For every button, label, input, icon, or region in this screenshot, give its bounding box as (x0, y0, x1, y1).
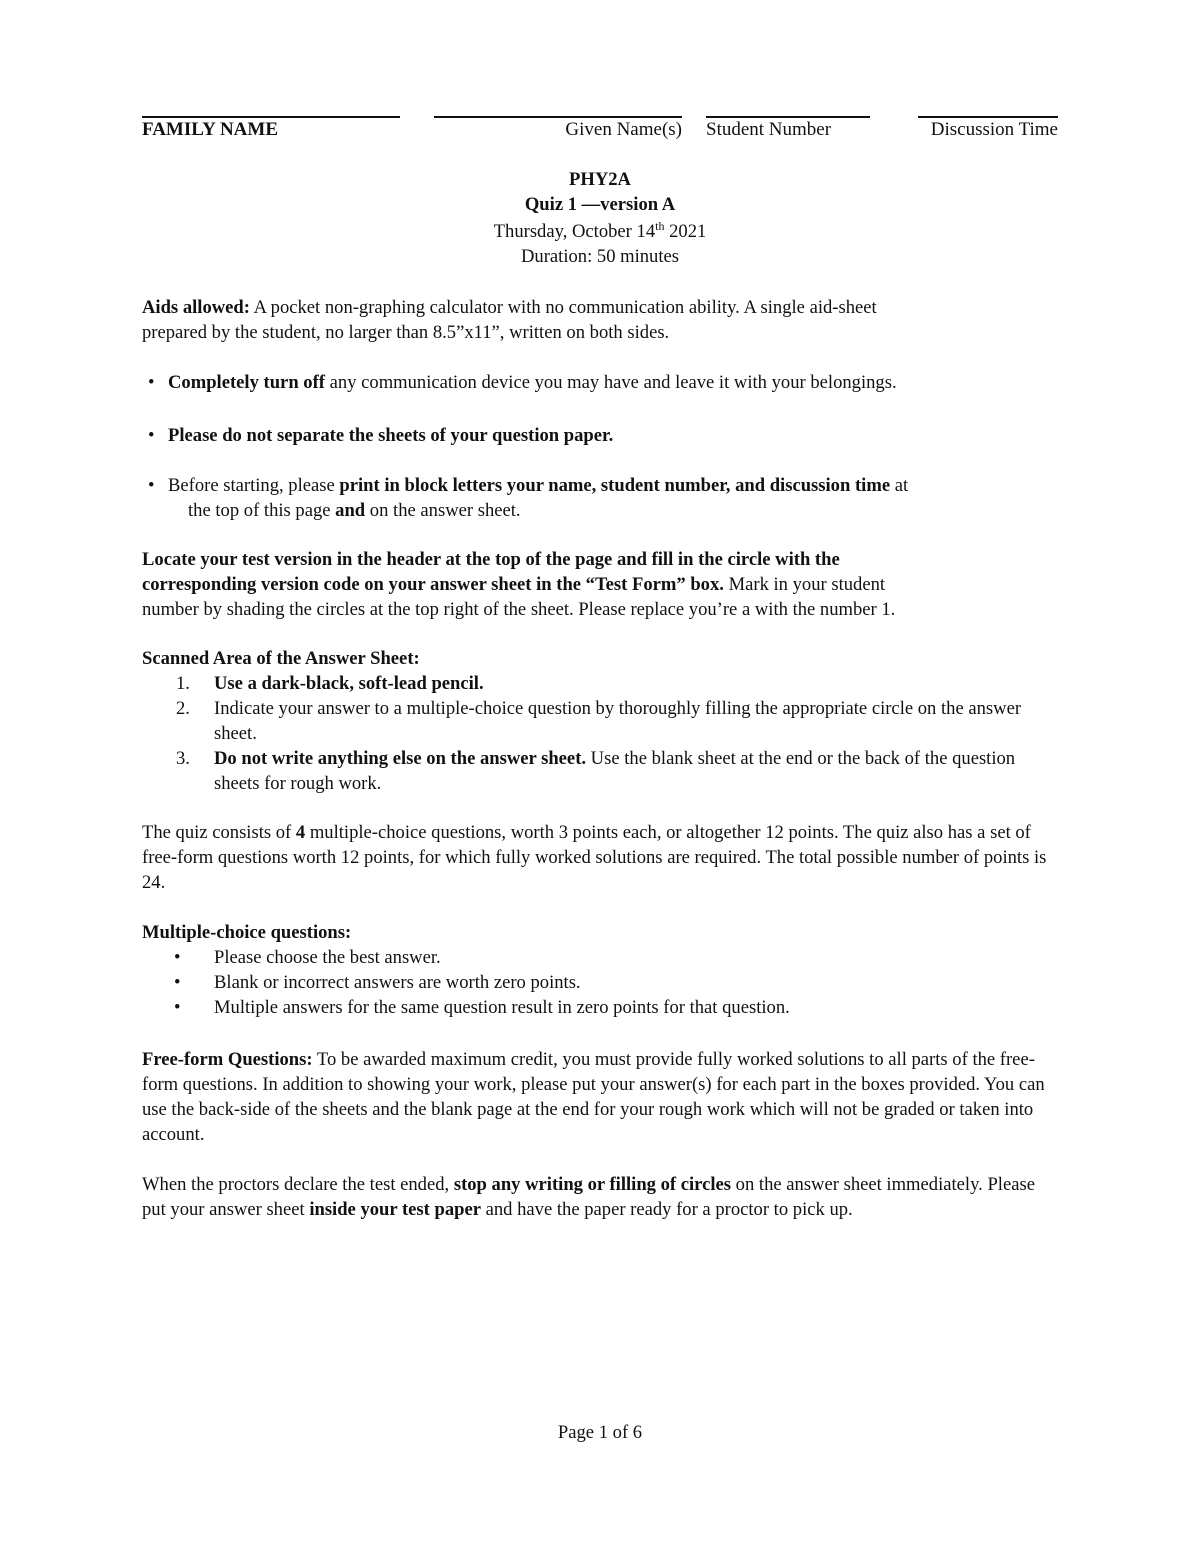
ending-bold-a: stop any writing or filling of circles (453, 1174, 732, 1195)
list-item (176, 696, 1062, 746)
aids-allowed (142, 295, 1062, 345)
list-number: 1. (176, 673, 190, 694)
discussion-time-field (918, 116, 1058, 142)
list-item (174, 945, 1062, 970)
ending-bold-b: inside your test paper (309, 1199, 481, 1220)
date-year: 2021 (664, 221, 707, 242)
freeform-label: Free-form Questions: (142, 1049, 313, 1070)
course-code: PHY2A (569, 169, 631, 190)
ending-text-b: on the answer sheet immediately. Please put your answer sheet (142, 1174, 1035, 1220)
list-item-bold: Do not write anything else on the answer sheet. (214, 748, 587, 769)
instruction-bullet-1 (148, 370, 1058, 395)
bullet-3-text-d: on the answer sheet. (365, 500, 521, 521)
mc-list (174, 945, 1062, 1020)
instruction-bullet-2 (148, 423, 1058, 448)
locate-text-2: Mark in your student (723, 574, 886, 595)
course-title (142, 167, 1058, 192)
bullet-icon: • (174, 972, 181, 993)
quiz-info-paragraph (142, 820, 1062, 895)
student-number-label: Student Number (706, 119, 832, 140)
list-item (174, 995, 1062, 1020)
aids-text-2: prepared by the student, no larger than 8.5”x11”, written on both sides. (142, 322, 670, 343)
list-item (176, 746, 1062, 796)
scanned-area-list (176, 671, 1062, 796)
quiz-date (142, 219, 1058, 244)
student-number-field (706, 116, 870, 142)
instruction-bullet-3 (148, 473, 1058, 523)
family-name-label: FAMILY NAME (142, 119, 278, 140)
bullet-icon: • (148, 475, 155, 496)
given-name-label: Given Name(s) (565, 119, 682, 140)
bullet-icon: • (174, 947, 181, 968)
quiz-title (142, 192, 1058, 217)
quiz-duration: Duration: 50 minutes (520, 246, 680, 267)
bullet-3-bold-b: and (335, 500, 366, 521)
locate-text-3: number by shading the circles at the top right of the sheet. Please replace you’re a with the number 1. (142, 599, 896, 620)
list-number: 3. (176, 748, 190, 769)
bullet-icon: • (174, 997, 181, 1018)
list-item (176, 671, 1062, 696)
bullet-3-bold-a: print in block letters your name, student number, and discussion time (339, 475, 891, 496)
locate-bold-2: corresponding version code on your answer sheet in the “Test Form” box. (142, 574, 724, 595)
bullet-2-bold: Please do not separate the sheets of your question paper. (168, 425, 614, 446)
page-number: Page 1 of 6 (557, 1422, 643, 1443)
quiz-info-text-a: The quiz consists of (142, 822, 296, 843)
aids-text-1: A pocket non-graphing calculator with no communication ability. A single aid-sheet (249, 297, 877, 318)
mc-heading (142, 920, 1062, 945)
ending-paragraph (142, 1172, 1062, 1222)
aids-label: Aids allowed: (142, 297, 250, 318)
quiz-info-bold: 4 (295, 822, 306, 843)
list-item-bold: Use a dark-black, soft-lead pencil. (214, 673, 484, 694)
list-item (174, 970, 1062, 995)
scanned-area-heading (142, 646, 1062, 671)
bullet-3-text-a: Before starting, please (168, 475, 340, 496)
bullet-3-text-c: the top of this page (188, 500, 336, 521)
ending-text-c: and have the paper ready for a proctor to pick up. (480, 1199, 853, 1220)
given-name-field (434, 116, 682, 142)
list-item-text: Multiple answers for the same question result in zero points for that question. (214, 997, 790, 1018)
list-number: 2. (176, 698, 190, 719)
list-item-text: Use the blank sheet at the end or the back of the question sheets for rough work. (214, 748, 1016, 794)
locate-version-paragraph (142, 547, 1062, 622)
ending-text-a: When the proctors declare the test ended, (142, 1174, 454, 1195)
quiz-info-text-b: multiple-choice questions, worth 3 points each, or altogether 12 points. The quiz also has a set of free-form questions worth 12 points, for which fully worked solutions are required. The total possible number of points is 24. (142, 822, 1047, 893)
bullet-3-text-b: at (890, 475, 909, 496)
quiz-version: Quiz 1 —version A (524, 194, 676, 215)
locate-bold-1: Locate your test version in the header at the top of the page and fill in the circle with the (142, 549, 840, 570)
date-text: Thursday, October 14 (493, 221, 656, 242)
bullet-icon: • (148, 425, 155, 446)
family-name-field (142, 116, 400, 142)
freeform-paragraph (142, 1047, 1062, 1147)
bullet-1-bold: Completely turn off (168, 372, 325, 393)
mc-heading-text: Multiple-choice questions: (142, 922, 352, 943)
list-item-text: Indicate your answer to a multiple-choice question by thoroughly filling the appropriate circle on the answer sheet. (214, 698, 1022, 744)
bullet-icon: • (148, 372, 155, 393)
scanned-heading-text: Scanned Area of the Answer Sheet: (142, 648, 420, 669)
list-item-text: Blank or incorrect answers are worth zero points. (214, 972, 581, 993)
discussion-time-label: Discussion Time (930, 119, 1058, 140)
freeform-text: To be awarded maximum credit, you must provide fully worked solutions to all parts of the free-form questions. In addition to showing your work, please put your answer(s) for each part in the boxes provided. You can use the back-side of the sheets and the blank page at the end for your rough work which will not be graded or taken into account. (142, 1049, 1045, 1145)
date-superscript: th (655, 218, 665, 233)
bullet-1-text: any communication device you may have and leave it with your belongings. (325, 372, 897, 393)
list-item-text: Please choose the best answer. (214, 947, 441, 968)
